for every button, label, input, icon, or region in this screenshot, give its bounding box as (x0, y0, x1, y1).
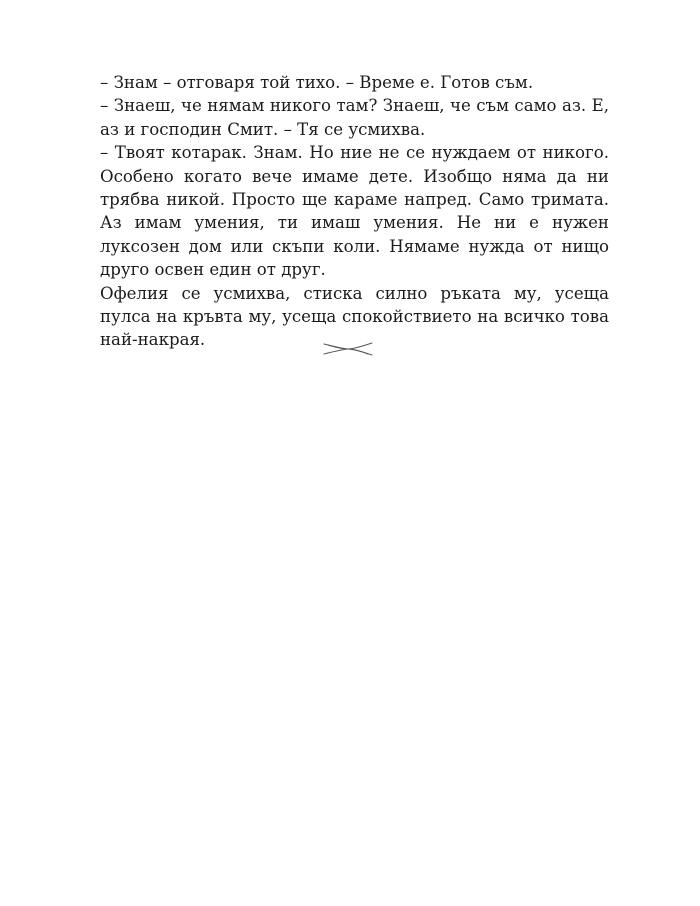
text-block (100, 71, 609, 352)
paragraph-3: – Твоят котарак. Знам. Но ние не се нуждаем от никого. Особено когато вече имаме дете. Изобщо няма да ни трябва никой. Просто ще караме напред. Само тримата. Аз имам умения, ти имаш умения. Не ни е нужен луксозен дом или скъпи коли. Нямаме нужда от нищо друго освен един от друг. (100, 143, 609, 280)
paragraph-4: Офелия се усмихва, стиска силно ръката му, усеща пулса на кръвта му, усеща спокойствието на всичко това най-накрая. (100, 283, 609, 350)
section-break-ornament-icon (322, 339, 374, 359)
paragraph-2: – Знаеш, че нямам никого там? Знаеш, че съм само аз. Е, аз и господин Смит. – Тя се усмихва. (100, 96, 609, 139)
paragraph-1: – Знам – отговаря той тихо. – Време е. Готов съм. (100, 73, 534, 92)
